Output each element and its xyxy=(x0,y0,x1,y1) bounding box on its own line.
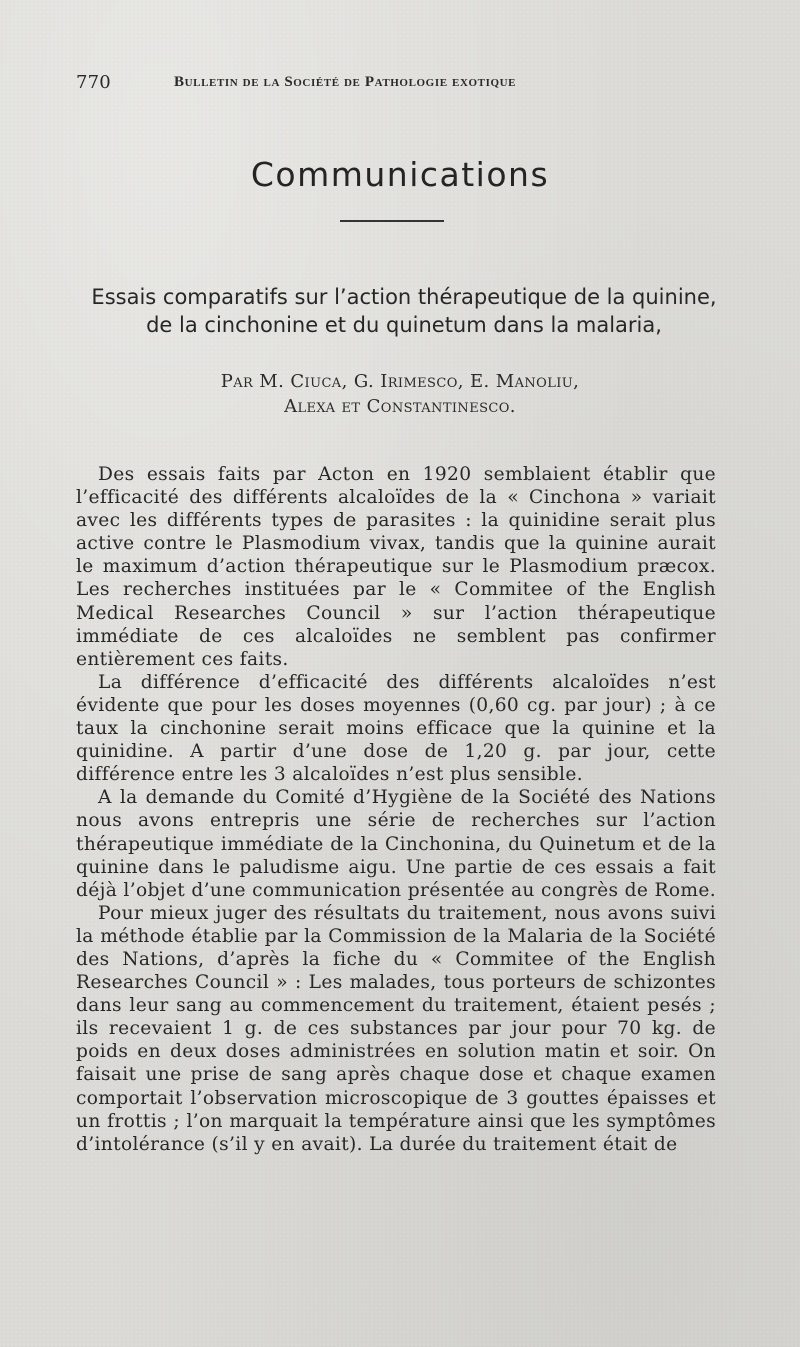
authors-line-1: Par M. Ciuca, G. Irimesco, E. Manoliu, xyxy=(220,371,580,392)
article-title-line-1: Essais comparatifs sur l’action thérapeutique de la quinine, xyxy=(91,285,717,309)
page-header xyxy=(76,72,726,102)
paragraph-1: Des essais faits par Acton en 1920 semblaient établir que l’efficacité des différents alcaloïdes de la « Cinchona » variait avec les différents types de parasites : la quinidine serait plus active contre le Plasmodium vivax, tandis que la quinine aurait le maximum d’action thérapeutique sur le Plasmodium præcox. Les recherches instituées par le « Commitee of the English Medical Researches Council » sur l’action thérapeutique immédiate de ces alcaloïdes ne semblent pas confirmer entièrement ces faits. xyxy=(76,464,716,670)
paragraph-4: Pour mieux juger des résultats du traitement, nous avons suivi la méthode établie par la Commission de la Malaria de la Société des Nations, d’après la fiche du « Commitee of the English Researches Council » : Les malades, tous porteurs de schizontes dans leur sang au commencement du traitement, étaient pesés ; ils recevaient 1 g. de ces substances par jour pour 70 kg. de poids en deux doses administrées en solution matin et soir. On faisait une prise de sang après chaque dose et chaque examen comportait l’observation microscopique de 3 gouttes épaisses et un frottis ; l’on marquait la température ainsi que les symptômes d’intolérance (s’il y en avait). La durée du traitement était de xyxy=(76,902,716,1155)
paragraph-3: A la demande du Comité d’Hygiène de la Société des Nations nous avons entrepris une série de recherches sur l’action thérapeutique immédiate de la Cinchonina, du Quinetum et de la quinine dans le paludisme aigu. Une partie de ces essais a fait déjà l’objet d’une communication présentée au congrès de Rome. xyxy=(76,787,716,901)
article-title-line-2: de la cinchonine et du quinetum dans la malaria, xyxy=(146,313,662,337)
article-title xyxy=(74,283,734,339)
page-number: 770 xyxy=(76,72,111,93)
article-body xyxy=(76,463,716,1156)
running-head: Bulletin de la Société de Pathologie exotique xyxy=(174,74,517,90)
paragraph-2: La différence d’efficacité des différents alcaloïdes n’est évidente que pour les doses moyennes (0,60 cg. par jour) ; à ce taux la cinchonine serait moins efficace que la quinine et la quinidine. A partir d’une dose de 1,20 g. par jour, cette différence entre les 3 alcaloïdes n’est plus sensible. xyxy=(76,671,716,786)
article-authors xyxy=(140,369,660,419)
authors-line-2: Alexa et Constantinesco. xyxy=(284,396,516,417)
section-title: Communications xyxy=(250,155,550,194)
section-divider xyxy=(340,220,444,222)
